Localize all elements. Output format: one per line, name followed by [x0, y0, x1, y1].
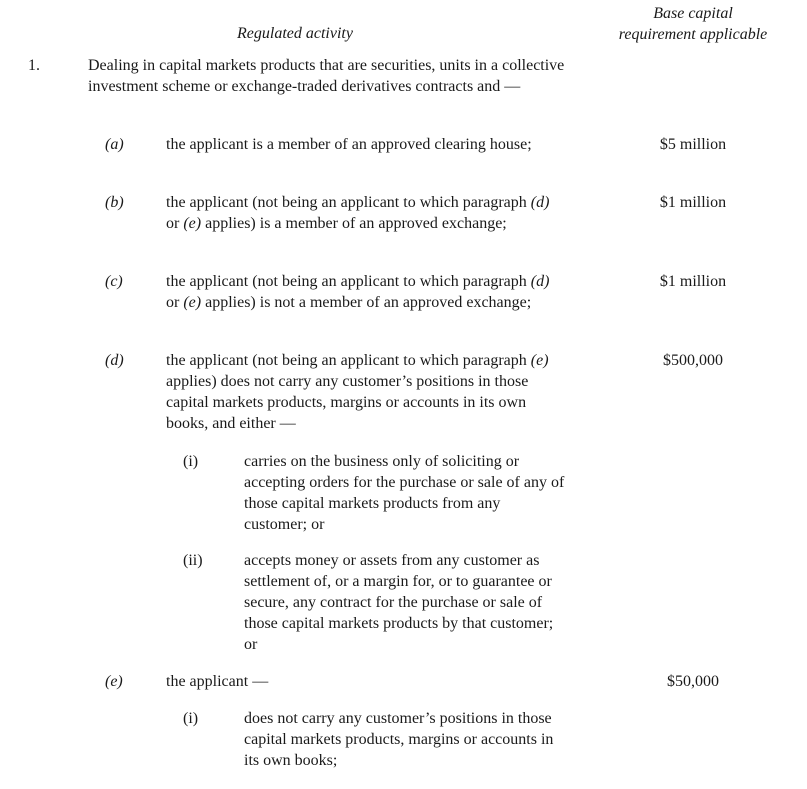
paragraph-d-sub-i-label: (i)	[183, 453, 199, 470]
paragraph-c-label: (c)	[105, 273, 123, 290]
paragraph-d-amount: $500,000	[663, 352, 723, 369]
paragraph-d-sub-ii-label: (ii)	[183, 552, 203, 569]
paragraph-e-sub-i-label: (i)	[183, 710, 199, 727]
paragraph-a-text: the applicant is a member of an approved clearing house;	[166, 136, 532, 153]
item-intro-text: Dealing in capital markets products that are securities, units in a collective investment scheme or exchange-traded derivatives contracts and —	[88, 57, 565, 95]
paragraph-c-text: the applicant (not being an applicant to which paragraph (d) or (e) applies) is not a member of an approved exchange;	[166, 273, 550, 311]
paragraph-d-sub-i-text: carries on the business only of soliciting or accepting orders for the purchase or sale of any of those capital markets products from any customer; or	[244, 453, 565, 533]
paragraph-c-amount: $1 million	[659, 273, 727, 290]
paragraph-a-amount: $5 million	[659, 136, 727, 153]
capital-header-line-1: Base capital	[653, 5, 733, 22]
paragraph-a-label: (a)	[105, 136, 124, 153]
activity-column-header: Regulated activity	[237, 25, 353, 42]
paragraph-e-amount: $50,000	[667, 673, 719, 690]
item-number: 1.	[28, 57, 40, 74]
paragraph-b-label: (b)	[105, 194, 124, 211]
capital-column-header	[600, 3, 786, 45]
capital-header-line-2: requirement applicable	[618, 26, 768, 43]
paragraph-d-sub-ii-text: accepts money or assets from any customer as settlement of, or a margin for, or to guarantee or secure, any contract for the purchase or sale of those capital markets products by that customer; or	[244, 552, 554, 653]
paragraph-d-text: the applicant (not being an applicant to which paragraph (e) applies) does not carry any customer’s positions in those capital markets products, margins or accounts in its own books, and either —	[166, 352, 549, 432]
paragraph-b-amount: $1 million	[659, 194, 727, 211]
paragraph-e-sub-i-text: does not carry any customer’s positions in those capital markets products, margins or accounts in its own books;	[244, 710, 554, 769]
paragraph-e-label: (e)	[105, 673, 123, 690]
paragraph-e-text: the applicant —	[166, 673, 269, 690]
paragraph-d-label: (d)	[105, 352, 124, 369]
paragraph-b-text: the applicant (not being an applicant to which paragraph (d) or (e) applies) is a member of an approved exchange;	[166, 194, 550, 232]
